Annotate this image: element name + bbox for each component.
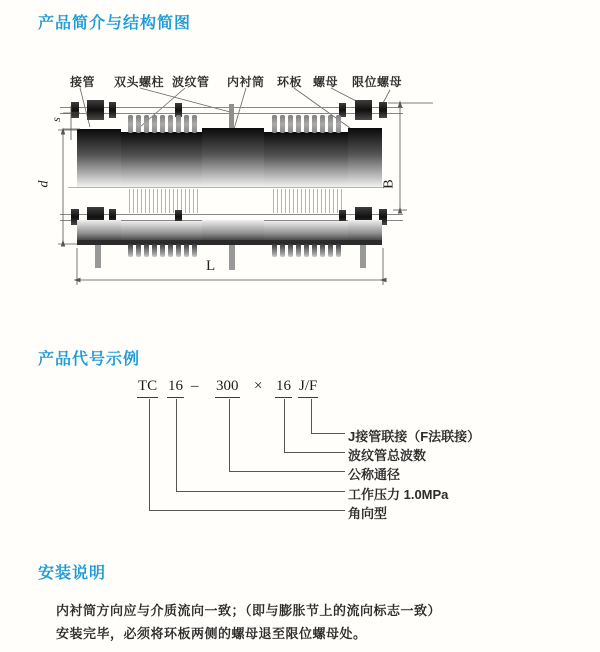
section-title-intro: 产品简介与结构简图 xyxy=(38,15,192,32)
bellows-lower-left xyxy=(128,244,200,257)
code-part-dash: – xyxy=(191,378,199,394)
legend-diameter: 公称通径 xyxy=(348,467,401,482)
section-title-install: 安装说明 xyxy=(38,565,107,582)
legend-type: 角向型 xyxy=(348,506,388,521)
bellows-inner-left xyxy=(128,189,200,213)
body-lower xyxy=(77,220,382,270)
code-part-joint: J/F xyxy=(298,378,318,398)
part-label-bellows: 波纹管 xyxy=(172,75,210,89)
section-title-code: 产品代号示例 xyxy=(38,351,141,368)
legend-waves: 波纹管总波数 xyxy=(348,448,427,463)
dim-label-d: d xyxy=(36,180,52,188)
code-part-type: TC xyxy=(137,378,158,398)
bellows-inner-right xyxy=(272,189,344,213)
part-label-nut: 螺母 xyxy=(313,75,339,89)
legend-pressure: 工作压力 1.0MPa xyxy=(348,487,449,502)
code-part-times: × xyxy=(254,378,263,394)
dim-b xyxy=(388,103,433,210)
code-part-waves: 16 xyxy=(275,378,292,398)
dim-label-b: B xyxy=(381,179,397,189)
bellows-upper-left xyxy=(128,115,200,133)
part-label-limit-nut: 限位螺母 xyxy=(352,75,403,89)
part-label-ring-plate: 环板 xyxy=(277,75,303,89)
dim-label-l: L xyxy=(206,258,216,274)
install-line-1: 内衬筒方向应与介质流向一致；（即与膨胀节上的流向标志一致） xyxy=(56,603,442,618)
code-part-diameter: 300 xyxy=(215,378,240,398)
part-label-inner-sleeve: 内衬筒 xyxy=(227,75,265,89)
code-line-type xyxy=(149,399,345,511)
part-label-connecting-pipe: 接管 xyxy=(70,75,96,89)
part-label-stud: 双头螺柱 xyxy=(114,75,165,89)
code-part-pressure: 16 xyxy=(167,378,184,398)
bellows-upper-right xyxy=(272,115,344,133)
legend-joint: J接管联接（F法联接） xyxy=(348,429,481,444)
dim-label-s: s xyxy=(48,117,63,122)
dim-d xyxy=(58,130,77,244)
install-line-2: 安装完毕，必须将环板两侧的螺母退至限位螺母处。 xyxy=(56,626,367,641)
bellows-lower-right xyxy=(272,244,344,257)
